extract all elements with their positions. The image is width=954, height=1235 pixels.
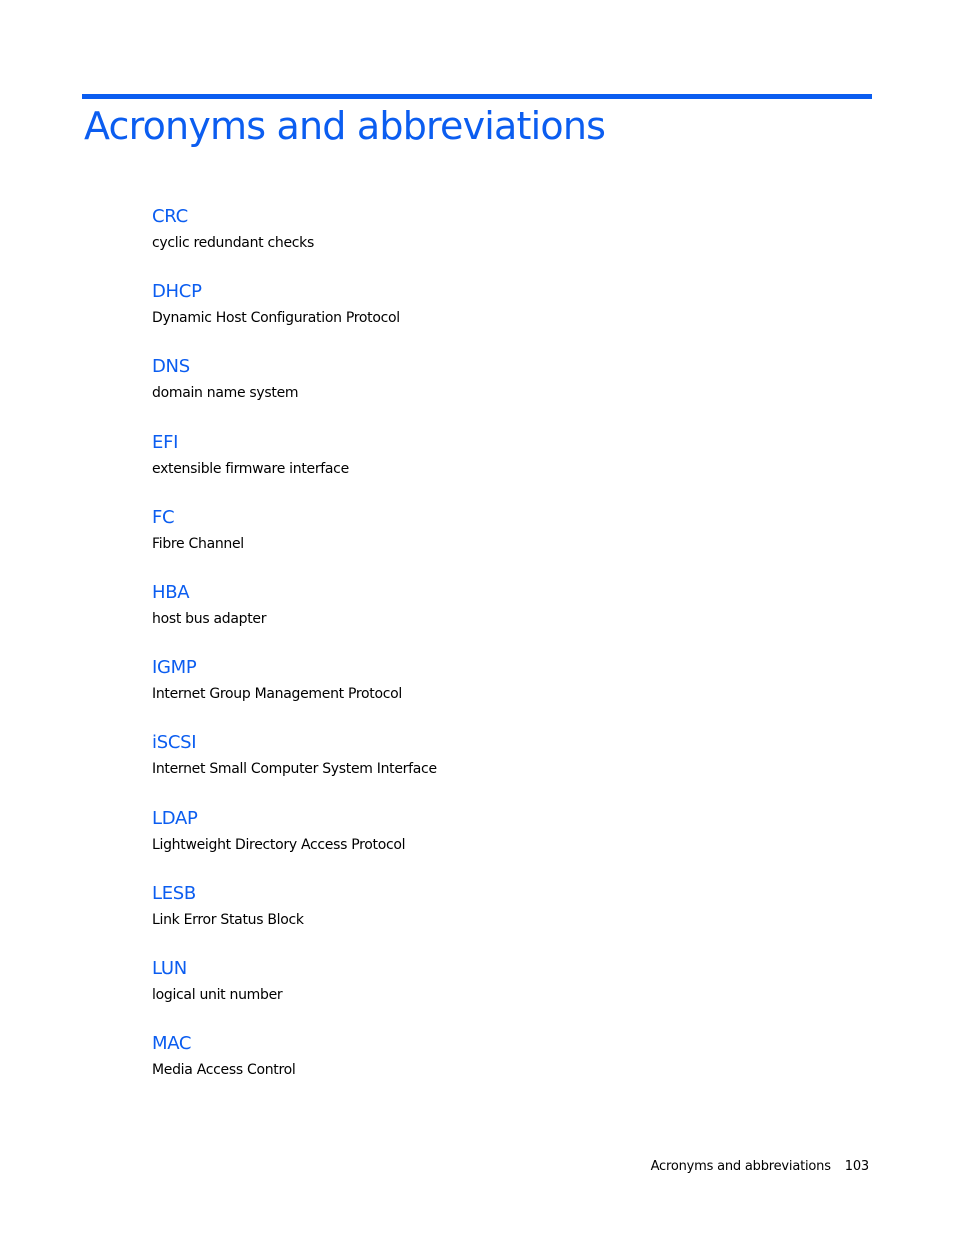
page-title: Acronyms and abbreviations [84, 104, 606, 148]
acronym-term: DNS [152, 356, 190, 378]
acronym-definition: Internet Group Management Protocol [152, 686, 403, 703]
title-rule [82, 94, 872, 99]
acronym-definition: domain name system [152, 385, 299, 402]
acronym-term: LESB [152, 882, 196, 904]
acronym-definition: Fibre Channel [152, 535, 244, 552]
acronym-definition: Link Error Status Block [152, 911, 304, 928]
acronym-term: LDAP [152, 807, 198, 829]
acronym-definition: Internet Small Computer System Interface [152, 761, 437, 778]
acronym-entry [152, 655, 852, 730]
acronym-entry [152, 505, 852, 580]
acronym-definition: cyclic redundant checks [152, 235, 314, 251]
page-number: 103 [844, 1159, 869, 1174]
acronym-term: CRC [152, 206, 188, 227]
acronym-term: IGMP [152, 657, 197, 679]
acronym-term: HBA [152, 581, 190, 603]
acronym-definition: Media Access Control [152, 1062, 296, 1079]
acronym-term: FC [152, 506, 175, 528]
acronym-list [152, 204, 852, 1106]
page-footer [651, 1157, 869, 1177]
acronym-term: LUN [152, 957, 187, 979]
acronym-definition: extensible firmware interface [152, 460, 349, 477]
acronym-definition: Lightweight Directory Access Protocol [152, 836, 406, 853]
acronym-entry [152, 580, 852, 655]
footer-section-title: Acronyms and abbreviations [650, 1159, 831, 1174]
acronym-entry [152, 279, 852, 354]
acronym-term: iSCSI [152, 732, 197, 754]
acronym-entry [152, 956, 852, 1031]
acronym-definition: Dynamic Host Configuration Protocol [152, 310, 400, 327]
acronym-term: DHCP [152, 281, 202, 303]
acronym-definition: host bus adapter [152, 610, 267, 627]
acronym-entry [152, 430, 852, 505]
acronym-entry [152, 806, 852, 881]
acronym-entry [152, 730, 852, 805]
acronym-entry [152, 354, 852, 429]
acronym-definition: logical unit number [152, 986, 283, 1003]
acronym-entry [152, 881, 852, 956]
acronym-entry [152, 204, 852, 279]
acronym-entry [152, 1031, 852, 1106]
acronym-term: MAC [152, 1033, 192, 1055]
acronym-term: EFI [152, 431, 179, 453]
